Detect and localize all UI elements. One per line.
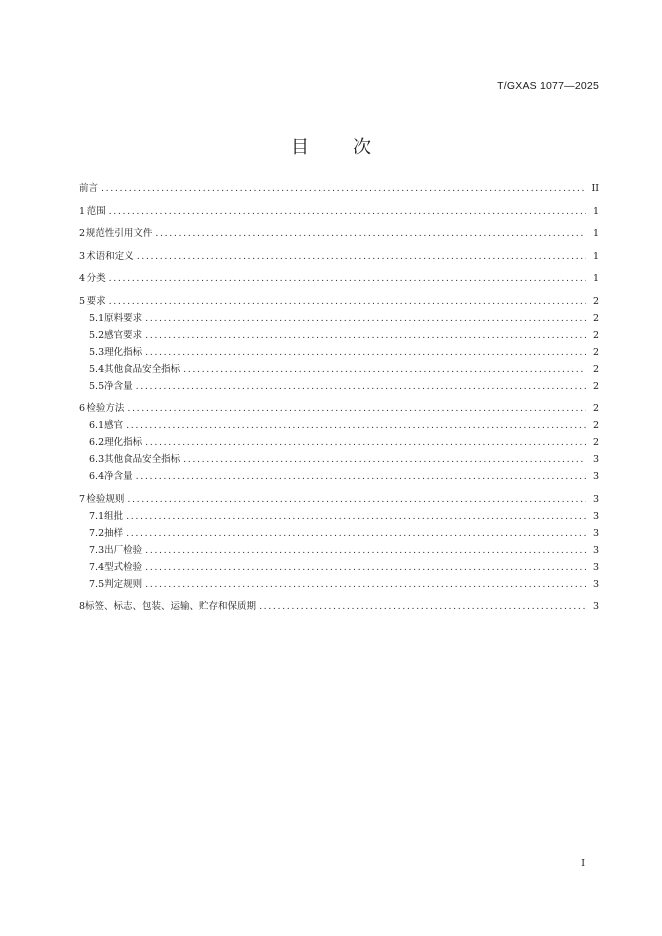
toc-entry-page: 3	[592, 601, 599, 612]
toc-entry-label: 净含量	[104, 380, 133, 392]
toc-entry-page: 3	[592, 578, 599, 590]
toc-entry-number: 7	[79, 493, 86, 505]
toc-entry-label: 前言	[79, 183, 99, 194]
toc-entry-6-1[interactable]	[79, 417, 599, 434]
toc-entry-number: 4	[79, 273, 86, 284]
toc-entry-foreword[interactable]	[79, 180, 599, 197]
toc-entry-5-2[interactable]	[79, 327, 599, 344]
dot-leader	[136, 378, 586, 395]
toc-entry-number: 6.4	[89, 471, 105, 482]
toc-entry-5-1[interactable]	[79, 310, 599, 327]
toc-entry-page: II	[591, 183, 599, 194]
toc-entry-page: 2	[592, 329, 599, 341]
toc-entry-number: 7.5	[89, 578, 105, 590]
toc-entry-5-4[interactable]	[79, 361, 599, 378]
toc-entry-page: 3	[592, 510, 599, 522]
dot-leader	[126, 417, 586, 434]
toc-entry-label: 型式检验	[104, 561, 143, 573]
toc-entry-page: 2	[592, 403, 599, 414]
toc-entry-number: 2	[79, 228, 86, 239]
toc-entry-page: 1	[592, 273, 599, 284]
dot-leader	[183, 361, 586, 378]
toc-entry-label: 理化指标	[104, 346, 143, 358]
dot-leader	[155, 225, 586, 242]
toc-entry-number: 6.3	[89, 454, 105, 465]
toc-entry-6-3[interactable]	[79, 451, 599, 468]
dot-leader	[109, 270, 586, 287]
toc-entry-label: 感官	[104, 420, 124, 431]
toc-entry-label: 组批	[104, 510, 124, 522]
toc-title	[0, 133, 662, 159]
toc-entry-7-3[interactable]	[79, 542, 599, 559]
toc-entry-label: 感官要求	[104, 329, 143, 341]
toc-entry-page: 3	[592, 544, 599, 556]
toc-entry-number: 5.5	[89, 380, 105, 392]
toc-entry-7[interactable]	[79, 491, 599, 508]
toc-entry-page: 3	[592, 471, 599, 482]
toc-entry-number: 1	[79, 205, 86, 217]
dot-leader	[145, 310, 586, 327]
toc-entry-6[interactable]	[79, 400, 599, 417]
dot-leader	[183, 451, 586, 468]
dot-leader	[259, 598, 586, 615]
toc-entry-page: 3	[592, 454, 599, 465]
toc-entry-label: 规范性引用文件	[85, 228, 153, 239]
toc-entry-label: 检验规则	[86, 493, 125, 505]
dot-leader	[126, 525, 586, 542]
dot-leader	[101, 180, 586, 197]
toc-entry-7-1[interactable]	[79, 508, 599, 525]
toc-entry-page: 3	[592, 527, 599, 539]
dot-leader	[109, 203, 586, 220]
dot-leader	[145, 327, 586, 344]
toc-entry-3[interactable]	[79, 248, 599, 265]
toc-entry-label: 判定规则	[104, 578, 143, 590]
toc-entry-5[interactable]	[79, 293, 599, 310]
toc-entry-label: 要求	[86, 295, 106, 307]
table-of-contents	[79, 180, 599, 621]
toc-entry-2[interactable]	[79, 225, 599, 242]
toc-entry-6-4[interactable]	[79, 468, 599, 485]
toc-entry-number: 7.1	[89, 510, 105, 522]
toc-entry-number: 6.1	[89, 420, 105, 431]
toc-entry-page: 1	[592, 205, 599, 217]
footer-page-number: I	[581, 858, 585, 869]
toc-entry-5-3[interactable]	[79, 344, 599, 361]
toc-title-char-1: 目	[291, 137, 309, 158]
toc-title-char-2: 次	[353, 137, 371, 158]
toc-entry-label: 标签、标志、包装、运输、贮存和保质期	[85, 601, 257, 612]
dot-leader	[145, 542, 586, 559]
toc-entry-number: 5.3	[89, 346, 105, 358]
toc-entry-1[interactable]	[79, 203, 599, 220]
toc-entry-page: 2	[592, 312, 599, 324]
dot-leader	[109, 293, 586, 310]
toc-entry-number: 5.1	[89, 312, 105, 324]
toc-entry-7-5[interactable]	[79, 576, 599, 593]
toc-entry-number: 3	[79, 250, 86, 262]
toc-entry-page: 2	[592, 363, 599, 375]
toc-entry-label: 理化指标	[104, 437, 143, 448]
toc-entry-number: 5.2	[89, 329, 105, 341]
toc-entry-number: 6.2	[89, 437, 105, 448]
toc-entry-number: 5.4	[89, 363, 105, 375]
document-code: T/GXAS 1077—2025	[497, 80, 599, 92]
dot-leader	[145, 434, 586, 451]
toc-entry-label: 其他食品安全指标	[104, 363, 181, 375]
toc-entry-label: 术语和定义	[86, 250, 134, 262]
dot-leader	[126, 508, 586, 525]
toc-entry-number: 7.4	[89, 561, 105, 573]
toc-entry-4[interactable]	[79, 270, 599, 287]
toc-entry-label: 分类	[86, 273, 106, 284]
toc-entry-label: 检验方法	[86, 403, 125, 414]
toc-entry-label: 原料要求	[104, 312, 143, 324]
dot-leader	[137, 248, 586, 265]
toc-entry-page: 2	[592, 295, 599, 307]
toc-entry-label: 范围	[86, 205, 106, 217]
toc-entry-number: 7.2	[89, 527, 105, 539]
toc-entry-page: 1	[592, 228, 599, 239]
toc-entry-label: 出厂检验	[104, 544, 143, 556]
toc-entry-page: 2	[592, 420, 599, 431]
toc-entry-label: 净含量	[104, 471, 133, 482]
dot-leader	[145, 344, 586, 361]
toc-entry-7-2[interactable]	[79, 525, 599, 542]
toc-entry-label: 其他食品安全指标	[104, 454, 181, 465]
toc-entry-5-5[interactable]	[79, 378, 599, 395]
toc-entry-label: 抽样	[104, 527, 124, 539]
toc-entry-number: 6	[79, 403, 86, 414]
dot-leader	[127, 491, 586, 508]
dot-leader	[145, 559, 586, 576]
toc-entry-6-2[interactable]	[79, 434, 599, 451]
toc-entry-page: 3	[592, 561, 599, 573]
toc-entry-number: 5	[79, 295, 86, 307]
toc-entry-page: 3	[592, 493, 599, 505]
toc-entry-8[interactable]	[79, 598, 599, 615]
toc-entry-page: 2	[592, 437, 599, 448]
toc-entry-7-4[interactable]	[79, 559, 599, 576]
dot-leader	[136, 468, 586, 485]
dot-leader	[145, 576, 586, 593]
toc-entry-page: 2	[592, 346, 599, 358]
toc-entry-number: 8	[79, 601, 86, 612]
dot-leader	[127, 400, 586, 417]
toc-entry-page: 2	[592, 380, 599, 392]
toc-entry-number: 7.3	[89, 544, 105, 556]
toc-entry-page: 1	[592, 250, 599, 262]
